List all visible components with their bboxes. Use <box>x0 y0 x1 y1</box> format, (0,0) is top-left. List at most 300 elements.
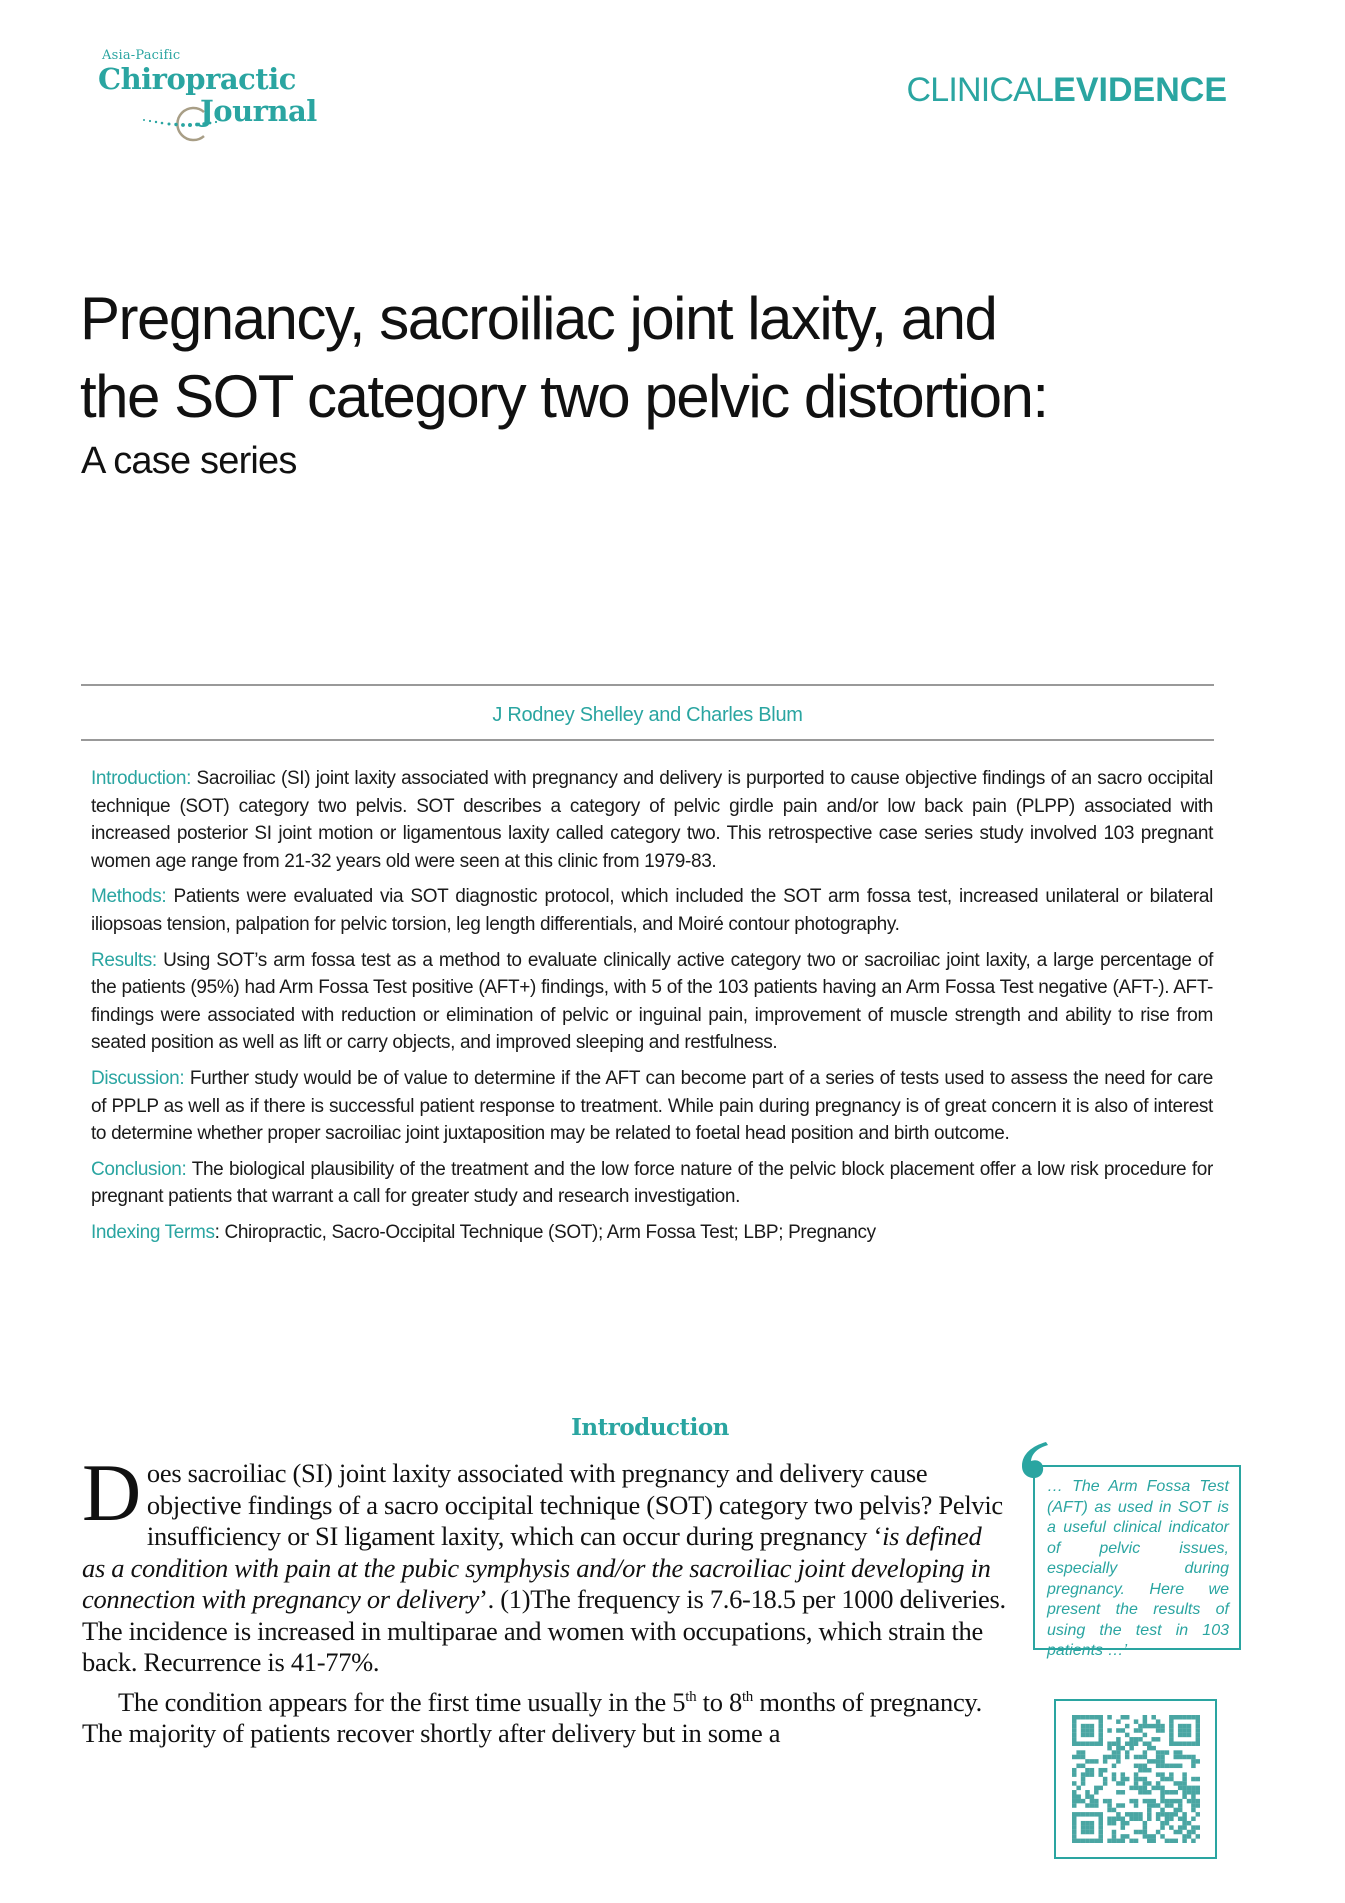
qr-module <box>1165 1764 1170 1769</box>
qr-module <box>1143 1719 1148 1724</box>
qr-module <box>1174 1790 1179 1795</box>
qr-module <box>1107 1741 1112 1746</box>
qr-module <box>1116 1817 1121 1822</box>
qr-module <box>1169 1790 1174 1795</box>
qr-module <box>1081 1724 1086 1729</box>
qr-module <box>1134 1772 1139 1777</box>
qr-module <box>1191 1755 1196 1760</box>
qr-module <box>1098 1728 1103 1733</box>
abstract-label: Discussion: <box>91 1067 185 1089</box>
abstract-label: Introduction: <box>91 768 192 789</box>
qr-module <box>1147 1803 1152 1808</box>
article-title <box>80 280 1260 436</box>
qr-module <box>1178 1764 1183 1769</box>
qr-module <box>1156 1830 1161 1835</box>
qr-module <box>1107 1808 1112 1813</box>
abstract-text: The biological plausibility of the treatment and the low force nature of the pelvic block placement offer a low risk procedure for pregnant patients that warrant a call for greater study and research investigation. <box>91 1158 1213 1208</box>
qr-module <box>1138 1812 1143 1817</box>
qr-module <box>1107 1715 1112 1720</box>
qr-module <box>1072 1715 1077 1720</box>
qr-module <box>1178 1715 1183 1720</box>
qr-module <box>1191 1803 1196 1808</box>
qr-module <box>1081 1755 1086 1760</box>
superscript: th <box>741 1688 754 1705</box>
qr-module <box>1156 1755 1161 1760</box>
qr-module <box>1147 1781 1152 1786</box>
qr-module <box>1072 1839 1077 1843</box>
qr-module <box>1076 1794 1081 1799</box>
qr-module <box>1169 1719 1174 1724</box>
abstract-discussion <box>91 1065 1213 1148</box>
qr-module <box>1090 1772 1095 1777</box>
paragraph-text: ’. (1)The frequency is 7.6-18.5 per 1000 deliveries. The incidence is increased in multiparae and women with occupations, which strain the back. Recurrence is 41-77%. <box>82 1584 1006 1677</box>
qr-module <box>1076 1764 1081 1769</box>
qr-module <box>1121 1781 1126 1786</box>
qr-module <box>1196 1786 1200 1791</box>
qr-module <box>1143 1741 1148 1746</box>
qr-module <box>1178 1728 1183 1733</box>
qr-module <box>1129 1799 1134 1804</box>
qr-module <box>1178 1803 1183 1808</box>
qr-module <box>1138 1777 1143 1782</box>
qr-module <box>1196 1733 1200 1738</box>
qr-module <box>1112 1834 1117 1839</box>
qr-module <box>1156 1781 1161 1786</box>
abstract-text: Using SOT’s arm fossa test as a method to evaluate clinically active category two or sacroiliac joint laxity, a large percentage of the patients (95%) had Arm Fossa Test positive (AFT+) findings, with 5 of the 103 patients having an Arm Fossa Test negative (AFT-). AFT- findings were associated with reduction or elimination of pelvic or inguinal pain, improvement of muscle strength and ability to rise from seated position as well as lift or carry objects, and improved sleeping and restfulness. <box>91 949 1213 1054</box>
section-tag-bold: EVIDENCE <box>1053 71 1227 109</box>
qr-module <box>1094 1759 1099 1764</box>
qr-module <box>1076 1839 1081 1843</box>
qr-module <box>1076 1799 1081 1804</box>
divider-bottom <box>81 739 1214 741</box>
qr-module <box>1098 1830 1103 1835</box>
qr-module <box>1129 1741 1134 1746</box>
qr-module <box>1085 1825 1090 1830</box>
qr-module <box>1191 1808 1196 1813</box>
qr-module <box>1174 1812 1179 1817</box>
qr-module <box>1090 1830 1095 1835</box>
qr-module <box>1116 1719 1121 1724</box>
qr-module <box>1160 1790 1165 1795</box>
qr-module <box>1138 1724 1143 1729</box>
qr-module <box>1178 1733 1183 1738</box>
qr-module <box>1178 1781 1183 1786</box>
qr-module <box>1072 1728 1077 1733</box>
qr-module <box>1094 1790 1099 1795</box>
qr-module <box>1151 1737 1156 1742</box>
qr-module <box>1125 1821 1130 1826</box>
qr-module <box>1160 1759 1165 1764</box>
qr-module <box>1098 1719 1103 1724</box>
qr-module <box>1107 1817 1112 1822</box>
qr-module <box>1085 1724 1090 1729</box>
qr-module <box>1143 1781 1148 1786</box>
qr-module <box>1169 1733 1174 1738</box>
qr-module <box>1165 1790 1170 1795</box>
qr-module <box>1169 1812 1174 1817</box>
qr-module <box>1178 1825 1183 1830</box>
qr-module <box>1090 1768 1095 1773</box>
abstract <box>91 765 1213 1255</box>
qr-module <box>1169 1741 1174 1746</box>
qr-module <box>1138 1790 1143 1795</box>
qr-module <box>1121 1746 1126 1751</box>
qr-module <box>1125 1755 1130 1760</box>
qr-module <box>1196 1777 1200 1782</box>
qr-module <box>1156 1772 1161 1777</box>
qr-module <box>1182 1834 1187 1839</box>
qr-module <box>1143 1790 1148 1795</box>
qr-module <box>1116 1750 1121 1755</box>
qr-module <box>1134 1830 1139 1835</box>
qr-module <box>1085 1821 1090 1826</box>
qr-module <box>1138 1737 1143 1742</box>
qr-module <box>1187 1715 1192 1720</box>
qr-module <box>1187 1799 1192 1804</box>
qr-module <box>1107 1799 1112 1804</box>
qr-module <box>1182 1821 1187 1826</box>
qr-module <box>1174 1799 1179 1804</box>
qr-module <box>1187 1830 1192 1835</box>
qr-module <box>1156 1786 1161 1791</box>
paragraph-text: The condition appears for the first time usually in the 5 <box>118 1686 686 1717</box>
qr-module <box>1125 1777 1130 1782</box>
abstract-text: Sacroiliac (SI) joint laxity associated with pregnancy and delivery is purported to cause objective findings of an sacro occipital technique (SOT) category two pelvis. SOT describes a category of pelvic girdle pain and/or low back pain (PLPP) associated with increased posterior SI joint motion or ligamentous laxity called category two. This retrospective case series study involved 103 pregnant women age range from 21-32 years old were seen at this clinic from 1979-83. <box>91 768 1213 872</box>
qr-module <box>1134 1803 1139 1808</box>
qr-module <box>1085 1772 1090 1777</box>
qr-module <box>1081 1777 1086 1782</box>
qr-module <box>1134 1737 1139 1742</box>
qr-module <box>1072 1772 1077 1777</box>
qr-module <box>1121 1821 1126 1826</box>
qr-module <box>1196 1790 1200 1795</box>
qr-module <box>1178 1750 1183 1755</box>
qr-module <box>1178 1799 1183 1804</box>
qr-module <box>1196 1803 1200 1808</box>
qr-module <box>1174 1839 1179 1843</box>
qr-module <box>1147 1746 1152 1751</box>
qr-module <box>1187 1724 1192 1729</box>
qr-module <box>1191 1741 1196 1746</box>
qr-module <box>1090 1812 1095 1817</box>
qr-module <box>1094 1812 1099 1817</box>
qr-module <box>1116 1812 1121 1817</box>
qr-module <box>1160 1764 1165 1769</box>
qr-module <box>1134 1799 1139 1804</box>
qr-module <box>1187 1834 1192 1839</box>
qr-module <box>1125 1724 1130 1729</box>
abstract-introduction <box>91 765 1213 875</box>
qr-module <box>1147 1741 1152 1746</box>
qr-module <box>1098 1737 1103 1742</box>
qr-module <box>1094 1799 1099 1804</box>
qr-module <box>1196 1719 1200 1724</box>
qr-module <box>1085 1803 1090 1808</box>
qr-module <box>1143 1799 1148 1804</box>
qr-module <box>1076 1750 1081 1755</box>
qr-module <box>1081 1830 1086 1835</box>
qr-module <box>1129 1812 1134 1817</box>
qr-module <box>1182 1715 1187 1720</box>
qr-module <box>1165 1839 1170 1843</box>
qr-module <box>1129 1786 1134 1791</box>
qr-module <box>1085 1733 1090 1738</box>
title-line-1: Pregnancy, sacroiliac joint laxity, and <box>80 285 997 352</box>
qr-module <box>1143 1786 1148 1791</box>
qr-module <box>1147 1724 1152 1729</box>
qr-module <box>1196 1825 1200 1830</box>
qr-module <box>1156 1812 1161 1817</box>
qr-module <box>1196 1715 1200 1720</box>
abstract-text: Further study would be of value to determine if the AFT can become part of a series of tests used to assess the need for care of PPLP as well as if there is successful patient response to treatment. While pain during pregnancy is of great concern it is also of interest to determine whether proper sacroiliac joint juxtaposition may be related to foetal head position and birth outcome. <box>91 1067 1213 1145</box>
title-line-2: the SOT category two pelvic distortion: <box>80 363 1048 430</box>
qr-module <box>1178 1786 1183 1791</box>
qr-module <box>1187 1821 1192 1826</box>
qr-module <box>1160 1808 1165 1813</box>
qr-module <box>1151 1839 1156 1843</box>
qr-module <box>1134 1777 1139 1782</box>
logo-region-text: Asia-Pacific <box>102 48 181 63</box>
qr-module <box>1121 1817 1126 1822</box>
qr-module <box>1081 1812 1086 1817</box>
qr-module <box>1116 1790 1121 1795</box>
qr-module <box>1085 1794 1090 1799</box>
qr-module <box>1191 1839 1196 1843</box>
qr-code[interactable] <box>1054 1699 1217 1859</box>
qr-module <box>1129 1746 1134 1751</box>
qr-module <box>1196 1741 1200 1746</box>
qr-module <box>1182 1733 1187 1738</box>
qr-module <box>1081 1772 1086 1777</box>
qr-module <box>1160 1821 1165 1826</box>
qr-module <box>1178 1724 1183 1729</box>
qr-module <box>1116 1741 1121 1746</box>
qr-module <box>1147 1839 1152 1843</box>
qr-module <box>1090 1724 1095 1729</box>
qr-module <box>1085 1715 1090 1720</box>
qr-module <box>1138 1830 1143 1835</box>
qr-module <box>1090 1839 1095 1843</box>
qr-module <box>1112 1755 1117 1760</box>
qr-module <box>1072 1812 1077 1817</box>
qr-module <box>1151 1786 1156 1791</box>
pull-quote: … The Arm Fossa Test (AFT) as used in SOT is a useful clinical indicator of pelvic issues, especially during pregnancy. Here we present the results of using the test in 103 patients …’ <box>1033 1465 1241 1650</box>
qr-module <box>1072 1817 1077 1822</box>
qr-module <box>1090 1799 1095 1804</box>
paragraph-text: months of pregnancy. The majority of patients recover shortly after delivery but in some a <box>82 1686 982 1748</box>
qr-module <box>1151 1759 1156 1764</box>
qr-module <box>1121 1834 1126 1839</box>
qr-module <box>1169 1839 1174 1843</box>
qr-module <box>1112 1821 1117 1826</box>
qr-module <box>1191 1825 1196 1830</box>
qr-module <box>1103 1759 1108 1764</box>
qr-module <box>1147 1790 1152 1795</box>
qr-module <box>1169 1817 1174 1822</box>
qr-module <box>1165 1750 1170 1755</box>
qr-module <box>1151 1803 1156 1808</box>
abstract-label: Methods: <box>91 886 167 908</box>
qr-code-icon <box>1072 1715 1200 1843</box>
qr-module <box>1191 1794 1196 1799</box>
qr-module <box>1160 1724 1165 1729</box>
qr-module <box>1156 1728 1161 1733</box>
qr-module <box>1112 1777 1117 1782</box>
qr-module <box>1121 1728 1126 1733</box>
qr-module <box>1143 1834 1148 1839</box>
qr-module <box>1090 1821 1095 1826</box>
qr-module <box>1187 1741 1192 1746</box>
qr-module <box>1187 1790 1192 1795</box>
qr-module <box>1121 1777 1126 1782</box>
journal-logo <box>98 48 328 138</box>
qr-module <box>1182 1772 1187 1777</box>
drop-cap: D <box>82 1447 141 1538</box>
qr-module <box>1134 1755 1139 1760</box>
qr-module <box>1143 1715 1148 1720</box>
qr-module <box>1169 1728 1174 1733</box>
qr-module <box>1072 1741 1077 1746</box>
qr-module <box>1103 1755 1108 1760</box>
qr-module <box>1160 1728 1165 1733</box>
qr-module <box>1160 1755 1165 1760</box>
qr-module <box>1112 1830 1117 1835</box>
qr-module <box>1112 1839 1117 1843</box>
qr-module <box>1191 1817 1196 1822</box>
qr-module <box>1098 1724 1103 1729</box>
introduction-heading: Introduction <box>571 1414 729 1441</box>
abstract-label: Indexing Terms <box>91 1221 215 1243</box>
qr-module <box>1129 1737 1134 1742</box>
qr-module <box>1160 1777 1165 1782</box>
qr-module <box>1147 1812 1152 1817</box>
qr-module <box>1090 1741 1095 1746</box>
qr-module <box>1107 1746 1112 1751</box>
qr-module <box>1165 1803 1170 1808</box>
qr-module <box>1196 1834 1200 1839</box>
qr-module <box>1147 1799 1152 1804</box>
qr-module <box>1116 1755 1121 1760</box>
qr-module <box>1072 1799 1077 1804</box>
qr-module <box>1182 1724 1187 1729</box>
qr-module <box>1160 1786 1165 1791</box>
qr-module <box>1121 1715 1126 1720</box>
qr-module <box>1174 1750 1179 1755</box>
qr-module <box>1081 1825 1086 1830</box>
qr-module <box>1081 1764 1086 1769</box>
article-subtitle: A case series <box>81 440 297 482</box>
qr-module <box>1103 1799 1108 1804</box>
qr-module <box>1076 1812 1081 1817</box>
qr-module <box>1098 1812 1103 1817</box>
qr-module <box>1138 1768 1143 1773</box>
qr-module <box>1090 1759 1095 1764</box>
qr-module <box>1174 1781 1179 1786</box>
qr-module <box>1116 1737 1121 1742</box>
qr-module <box>1182 1777 1187 1782</box>
qr-module <box>1156 1737 1161 1742</box>
qr-module <box>1182 1790 1187 1795</box>
qr-module <box>1182 1786 1187 1791</box>
section-tag-light: CLINICAL <box>906 71 1054 109</box>
qr-module <box>1103 1768 1108 1773</box>
qr-module <box>1178 1808 1183 1813</box>
qr-module <box>1098 1817 1103 1822</box>
qr-module <box>1098 1741 1103 1746</box>
qr-module <box>1098 1834 1103 1839</box>
qr-module <box>1134 1817 1139 1822</box>
qr-module <box>1081 1741 1086 1746</box>
qr-module <box>1121 1825 1126 1830</box>
qr-module <box>1191 1786 1196 1791</box>
qr-module <box>1098 1786 1103 1791</box>
qr-module <box>1125 1834 1130 1839</box>
qr-module <box>1191 1777 1196 1782</box>
qr-module <box>1143 1825 1148 1830</box>
qr-module <box>1138 1817 1143 1822</box>
qr-module <box>1156 1719 1161 1724</box>
qr-module <box>1121 1839 1126 1843</box>
qr-module <box>1072 1724 1077 1729</box>
qr-module <box>1085 1812 1090 1817</box>
qr-module <box>1090 1733 1095 1738</box>
qr-module <box>1107 1728 1112 1733</box>
qr-module <box>1182 1794 1187 1799</box>
abstract-methods <box>91 883 1213 938</box>
qr-module <box>1116 1803 1121 1808</box>
qr-module <box>1169 1803 1174 1808</box>
qr-module <box>1187 1755 1192 1760</box>
qr-module <box>1090 1794 1095 1799</box>
qr-module <box>1076 1786 1081 1791</box>
qr-module <box>1196 1759 1200 1764</box>
qr-module <box>1072 1834 1077 1839</box>
qr-module <box>1191 1799 1196 1804</box>
qr-module <box>1116 1781 1121 1786</box>
qr-module <box>1121 1803 1126 1808</box>
qr-module <box>1182 1741 1187 1746</box>
qr-module <box>1191 1790 1196 1795</box>
qr-module <box>1151 1746 1156 1751</box>
qr-module <box>1134 1839 1139 1843</box>
qr-module <box>1165 1799 1170 1804</box>
qr-module <box>1134 1812 1139 1817</box>
qr-module <box>1081 1839 1086 1843</box>
qr-module <box>1138 1764 1143 1769</box>
qr-module <box>1182 1817 1187 1822</box>
intro-paragraph-2 <box>82 1687 1008 1750</box>
qr-module <box>1125 1750 1130 1755</box>
qr-module <box>1094 1715 1099 1720</box>
qr-module <box>1090 1803 1095 1808</box>
qr-module <box>1169 1715 1174 1720</box>
qr-module <box>1072 1733 1077 1738</box>
qr-module <box>1169 1825 1174 1830</box>
qr-module <box>1112 1764 1117 1769</box>
qr-module <box>1182 1812 1187 1817</box>
introduction-body <box>82 1447 1008 1758</box>
qr-module <box>1129 1839 1134 1843</box>
abstract-label: Results: <box>91 949 157 971</box>
abstract-conclusion <box>91 1156 1213 1211</box>
qr-module <box>1125 1733 1130 1738</box>
qr-module <box>1196 1728 1200 1733</box>
qr-module <box>1072 1803 1077 1808</box>
qr-module <box>1072 1768 1077 1773</box>
qr-module <box>1151 1834 1156 1839</box>
qr-module <box>1143 1750 1148 1755</box>
qr-module <box>1160 1834 1165 1839</box>
